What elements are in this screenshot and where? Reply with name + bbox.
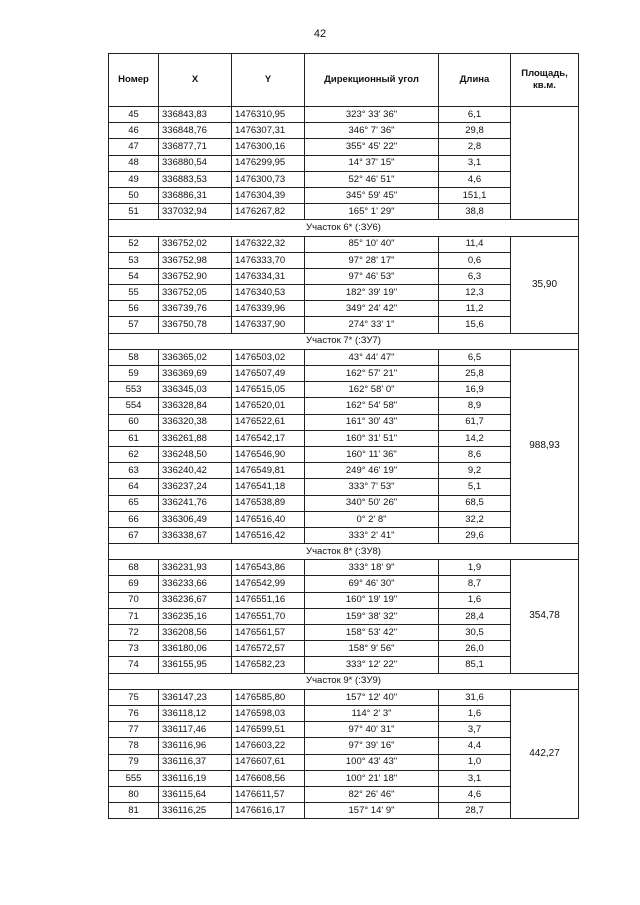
table-row: [109, 495, 579, 511]
x-coordinate: 336116,19: [159, 770, 232, 786]
point-number: 555: [109, 770, 159, 786]
y-coordinate: 1476507,49: [232, 366, 305, 382]
table-row: [109, 446, 579, 462]
segment-length: 15,6: [439, 317, 511, 333]
y-coordinate: 1476561,57: [232, 625, 305, 641]
point-number: 45: [109, 107, 159, 123]
y-coordinate: 1476542,99: [232, 576, 305, 592]
x-coordinate: 336117,46: [159, 722, 232, 738]
y-coordinate: 1476516,40: [232, 511, 305, 527]
area-value: 354,78: [511, 560, 579, 673]
y-coordinate: 1476322,32: [232, 236, 305, 252]
x-coordinate: 336369,69: [159, 366, 232, 382]
x-coordinate: 336338,67: [159, 527, 232, 543]
x-coordinate: 336236,67: [159, 592, 232, 608]
point-number: 76: [109, 705, 159, 721]
bearing-angle: 162° 57' 21": [305, 366, 439, 382]
point-number: 66: [109, 511, 159, 527]
y-coordinate: 1476307,31: [232, 123, 305, 139]
table-row: [109, 285, 579, 301]
segment-length: 26,0: [439, 641, 511, 657]
point-number: 63: [109, 463, 159, 479]
bearing-angle: 0° 2' 8": [305, 511, 439, 527]
point-number: 553: [109, 382, 159, 398]
y-coordinate: 1476310,95: [232, 107, 305, 123]
y-coordinate: 1476611,57: [232, 786, 305, 802]
point-number: 80: [109, 786, 159, 802]
segment-length: 8,6: [439, 446, 511, 462]
bearing-angle: 82° 26' 46": [305, 786, 439, 802]
y-coordinate: 1476616,17: [232, 803, 305, 819]
y-coordinate: 1476542,17: [232, 430, 305, 446]
table-row: [109, 560, 579, 576]
bearing-angle: 114° 2' 3": [305, 705, 439, 721]
y-coordinate: 1476603,22: [232, 738, 305, 754]
table-row: [109, 366, 579, 382]
point-number: 56: [109, 301, 159, 317]
segment-length: 68,5: [439, 495, 511, 511]
header-angle: Дирекционный угол: [305, 54, 439, 107]
point-number: 554: [109, 398, 159, 414]
x-coordinate: 336883,53: [159, 171, 232, 187]
bearing-angle: 160° 19' 19": [305, 592, 439, 608]
x-coordinate: 337032,94: [159, 204, 232, 220]
x-coordinate: 336843,83: [159, 107, 232, 123]
point-number: 59: [109, 366, 159, 382]
header-row: [109, 54, 579, 107]
segment-length: 6,1: [439, 107, 511, 123]
table-row: [109, 252, 579, 268]
x-coordinate: 336752,05: [159, 285, 232, 301]
table-row: [109, 527, 579, 543]
segment-length: 16,9: [439, 382, 511, 398]
table-row: [109, 171, 579, 187]
bearing-angle: 161° 30' 43": [305, 414, 439, 430]
bearing-angle: 346° 7' 36": [305, 123, 439, 139]
segment-length: 12,3: [439, 285, 511, 301]
table-row: [109, 511, 579, 527]
table-row: [109, 301, 579, 317]
x-coordinate: 336118,12: [159, 705, 232, 721]
point-number: 62: [109, 446, 159, 462]
segment-length: 4,6: [439, 171, 511, 187]
section-row: [109, 673, 579, 689]
x-coordinate: 336240,42: [159, 463, 232, 479]
segment-length: 1,6: [439, 592, 511, 608]
segment-length: 8,7: [439, 576, 511, 592]
segment-length: 2,8: [439, 139, 511, 155]
y-coordinate: 1476608,56: [232, 770, 305, 786]
bearing-angle: 274° 33' 1": [305, 317, 439, 333]
segment-length: 85,1: [439, 657, 511, 673]
segment-length: 14,2: [439, 430, 511, 446]
point-number: 70: [109, 592, 159, 608]
point-number: 47: [109, 139, 159, 155]
y-coordinate: 1476300,73: [232, 171, 305, 187]
y-coordinate: 1476339,96: [232, 301, 305, 317]
y-coordinate: 1476340,53: [232, 285, 305, 301]
x-coordinate: 336180,06: [159, 641, 232, 657]
header-area: Площадь, кв.м.: [511, 54, 579, 107]
point-number: 68: [109, 560, 159, 576]
area-value: 988,93: [511, 349, 579, 543]
segment-length: 25,8: [439, 366, 511, 382]
bearing-angle: 100° 43' 43": [305, 754, 439, 770]
section-title: Участок 8* (:ЗУ8): [109, 544, 579, 560]
table-row: [109, 187, 579, 203]
point-number: 57: [109, 317, 159, 333]
bearing-angle: 97° 39' 16": [305, 738, 439, 754]
point-number: 81: [109, 803, 159, 819]
segment-length: 3,1: [439, 770, 511, 786]
table-row: [109, 463, 579, 479]
y-coordinate: 1476598,03: [232, 705, 305, 721]
point-number: 64: [109, 479, 159, 495]
y-coordinate: 1476538,89: [232, 495, 305, 511]
bearing-angle: 355° 45' 22": [305, 139, 439, 155]
point-number: 60: [109, 414, 159, 430]
bearing-angle: 162° 54' 58": [305, 398, 439, 414]
y-coordinate: 1476299,95: [232, 155, 305, 171]
point-number: 71: [109, 608, 159, 624]
point-number: 61: [109, 430, 159, 446]
y-coordinate: 1476607,61: [232, 754, 305, 770]
segment-length: 11,2: [439, 301, 511, 317]
section-title: Участок 6* (:ЗУ6): [109, 220, 579, 236]
y-coordinate: 1476515,05: [232, 382, 305, 398]
segment-length: 3,1: [439, 155, 511, 171]
table-row: [109, 770, 579, 786]
table-row: [109, 738, 579, 754]
point-number: 58: [109, 349, 159, 365]
table-row: [109, 592, 579, 608]
x-coordinate: 336115,64: [159, 786, 232, 802]
table-row: [109, 625, 579, 641]
x-coordinate: 336116,96: [159, 738, 232, 754]
segment-length: 6,5: [439, 349, 511, 365]
segment-length: 29,6: [439, 527, 511, 543]
table-row: [109, 689, 579, 705]
segment-length: 28,7: [439, 803, 511, 819]
table-row: [109, 155, 579, 171]
x-coordinate: 336877,71: [159, 139, 232, 155]
point-number: 74: [109, 657, 159, 673]
x-coordinate: 336328,84: [159, 398, 232, 414]
x-coordinate: 336241,76: [159, 495, 232, 511]
x-coordinate: 336261,88: [159, 430, 232, 446]
section-row: [109, 333, 579, 349]
point-number: 54: [109, 268, 159, 284]
x-coordinate: 336147,23: [159, 689, 232, 705]
y-coordinate: 1476582,23: [232, 657, 305, 673]
bearing-angle: 43° 44' 47": [305, 349, 439, 365]
y-coordinate: 1476549,81: [232, 463, 305, 479]
table-row: [109, 803, 579, 819]
y-coordinate: 1476267,82: [232, 204, 305, 220]
table-row: [109, 123, 579, 139]
y-coordinate: 1476300,16: [232, 139, 305, 155]
section-title: Участок 9* (:ЗУ9): [109, 673, 579, 689]
page-number: 42: [313, 28, 327, 40]
point-number: 46: [109, 123, 159, 139]
bearing-angle: 333° 7' 53": [305, 479, 439, 495]
segment-length: 5,1: [439, 479, 511, 495]
table-row: [109, 576, 579, 592]
x-coordinate: 336848,76: [159, 123, 232, 139]
segment-length: 28,4: [439, 608, 511, 624]
table-row: [109, 722, 579, 738]
table-row: [109, 236, 579, 252]
point-number: 65: [109, 495, 159, 511]
y-coordinate: 1476543,86: [232, 560, 305, 576]
segment-length: 61,7: [439, 414, 511, 430]
bearing-angle: 97° 46' 53": [305, 268, 439, 284]
header-length: Длина: [439, 54, 511, 107]
x-coordinate: 336235,16: [159, 608, 232, 624]
point-number: 51: [109, 204, 159, 220]
point-number: 49: [109, 171, 159, 187]
table-row: [109, 754, 579, 770]
bearing-angle: 158° 9' 56": [305, 641, 439, 657]
point-number: 75: [109, 689, 159, 705]
point-number: 78: [109, 738, 159, 754]
x-coordinate: 336880,54: [159, 155, 232, 171]
area-value: 35,90: [511, 236, 579, 333]
x-coordinate: 336365,02: [159, 349, 232, 365]
table-row: [109, 641, 579, 657]
y-coordinate: 1476541,18: [232, 479, 305, 495]
bearing-angle: 182° 39' 19": [305, 285, 439, 301]
point-number: 73: [109, 641, 159, 657]
point-number: 53: [109, 252, 159, 268]
segment-length: 11,4: [439, 236, 511, 252]
section-title: Участок 7* (:ЗУ7): [109, 333, 579, 349]
segment-length: 4,6: [439, 786, 511, 802]
table-row: [109, 430, 579, 446]
table-row: [109, 479, 579, 495]
segment-length: 0,6: [439, 252, 511, 268]
point-number: 69: [109, 576, 159, 592]
table-row: [109, 657, 579, 673]
point-number: 55: [109, 285, 159, 301]
table-row: [109, 317, 579, 333]
x-coordinate: 336752,98: [159, 252, 232, 268]
bearing-angle: 333° 18' 9": [305, 560, 439, 576]
point-number: 50: [109, 187, 159, 203]
point-number: 67: [109, 527, 159, 543]
y-coordinate: 1476516,42: [232, 527, 305, 543]
x-coordinate: 336116,37: [159, 754, 232, 770]
bearing-angle: 165° 1' 29": [305, 204, 439, 220]
bearing-angle: 157° 12' 40": [305, 689, 439, 705]
bearing-angle: 160° 31' 51": [305, 430, 439, 446]
table-row: [109, 382, 579, 398]
table-row: [109, 705, 579, 721]
y-coordinate: 1476334,31: [232, 268, 305, 284]
bearing-angle: 85° 10' 40": [305, 236, 439, 252]
y-coordinate: 1476551,16: [232, 592, 305, 608]
y-coordinate: 1476503,02: [232, 349, 305, 365]
table-row: [109, 107, 579, 123]
x-coordinate: 336231,93: [159, 560, 232, 576]
bearing-angle: 160° 11' 36": [305, 446, 439, 462]
segment-length: 1,0: [439, 754, 511, 770]
x-coordinate: 336116,25: [159, 803, 232, 819]
bearing-angle: 100° 21' 18": [305, 770, 439, 786]
x-coordinate: 336306,49: [159, 511, 232, 527]
point-number: 79: [109, 754, 159, 770]
area-value: 442,27: [511, 689, 579, 819]
x-coordinate: 336750,78: [159, 317, 232, 333]
bearing-angle: 14° 37' 15": [305, 155, 439, 171]
bearing-angle: 349° 24' 42": [305, 301, 439, 317]
y-coordinate: 1476599,51: [232, 722, 305, 738]
bearing-angle: 97° 28' 17": [305, 252, 439, 268]
y-coordinate: 1476304,39: [232, 187, 305, 203]
x-coordinate: 336155,95: [159, 657, 232, 673]
table-row: [109, 349, 579, 365]
x-coordinate: 336752,90: [159, 268, 232, 284]
x-coordinate: 336345,03: [159, 382, 232, 398]
y-coordinate: 1476333,70: [232, 252, 305, 268]
x-coordinate: 336208,56: [159, 625, 232, 641]
segment-length: 151,1: [439, 187, 511, 203]
segment-length: 31,6: [439, 689, 511, 705]
bearing-angle: 159° 38' 32": [305, 608, 439, 624]
table-row: [109, 139, 579, 155]
segment-length: 1,9: [439, 560, 511, 576]
x-coordinate: 336248,50: [159, 446, 232, 462]
segment-length: 38,8: [439, 204, 511, 220]
bearing-angle: 249° 46' 19": [305, 463, 439, 479]
table-row: [109, 786, 579, 802]
y-coordinate: 1476551,70: [232, 608, 305, 624]
section-row: [109, 220, 579, 236]
area-value: [511, 107, 579, 220]
bearing-angle: 157° 14' 9": [305, 803, 439, 819]
bearing-angle: 69° 46' 30": [305, 576, 439, 592]
segment-length: 29,8: [439, 123, 511, 139]
y-coordinate: 1476337,90: [232, 317, 305, 333]
point-number: 52: [109, 236, 159, 252]
point-number: 77: [109, 722, 159, 738]
segment-length: 6,3: [439, 268, 511, 284]
coordinates-table: [108, 53, 579, 819]
point-number: 72: [109, 625, 159, 641]
segment-length: 9,2: [439, 463, 511, 479]
x-coordinate: 336320,38: [159, 414, 232, 430]
table-row: [109, 414, 579, 430]
y-coordinate: 1476572,57: [232, 641, 305, 657]
header-y: Y: [232, 54, 305, 107]
bearing-angle: 97° 40' 31": [305, 722, 439, 738]
x-coordinate: 336739,76: [159, 301, 232, 317]
bearing-angle: 333° 12' 22": [305, 657, 439, 673]
bearing-angle: 340° 50' 26": [305, 495, 439, 511]
bearing-angle: 52° 46' 51": [305, 171, 439, 187]
segment-length: 1,6: [439, 705, 511, 721]
bearing-angle: 333° 2' 41": [305, 527, 439, 543]
segment-length: 4,4: [439, 738, 511, 754]
x-coordinate: 336886,31: [159, 187, 232, 203]
bearing-angle: 158° 53' 42": [305, 625, 439, 641]
table-row: [109, 608, 579, 624]
y-coordinate: 1476520,01: [232, 398, 305, 414]
bearing-angle: 162° 58' 0": [305, 382, 439, 398]
header-x: X: [159, 54, 232, 107]
y-coordinate: 1476546,90: [232, 446, 305, 462]
table-body: [109, 107, 579, 819]
y-coordinate: 1476522,61: [232, 414, 305, 430]
segment-length: 32,2: [439, 511, 511, 527]
bearing-angle: 323° 33' 36": [305, 107, 439, 123]
x-coordinate: 336233,66: [159, 576, 232, 592]
segment-length: 3,7: [439, 722, 511, 738]
point-number: 48: [109, 155, 159, 171]
table-row: [109, 398, 579, 414]
x-coordinate: 336752,02: [159, 236, 232, 252]
segment-length: 8,9: [439, 398, 511, 414]
table-row: [109, 268, 579, 284]
table-row: [109, 204, 579, 220]
x-coordinate: 336237,24: [159, 479, 232, 495]
header-num: Номер: [109, 54, 159, 107]
y-coordinate: 1476585,80: [232, 689, 305, 705]
segment-length: 30,5: [439, 625, 511, 641]
section-row: [109, 544, 579, 560]
bearing-angle: 345° 59' 45": [305, 187, 439, 203]
